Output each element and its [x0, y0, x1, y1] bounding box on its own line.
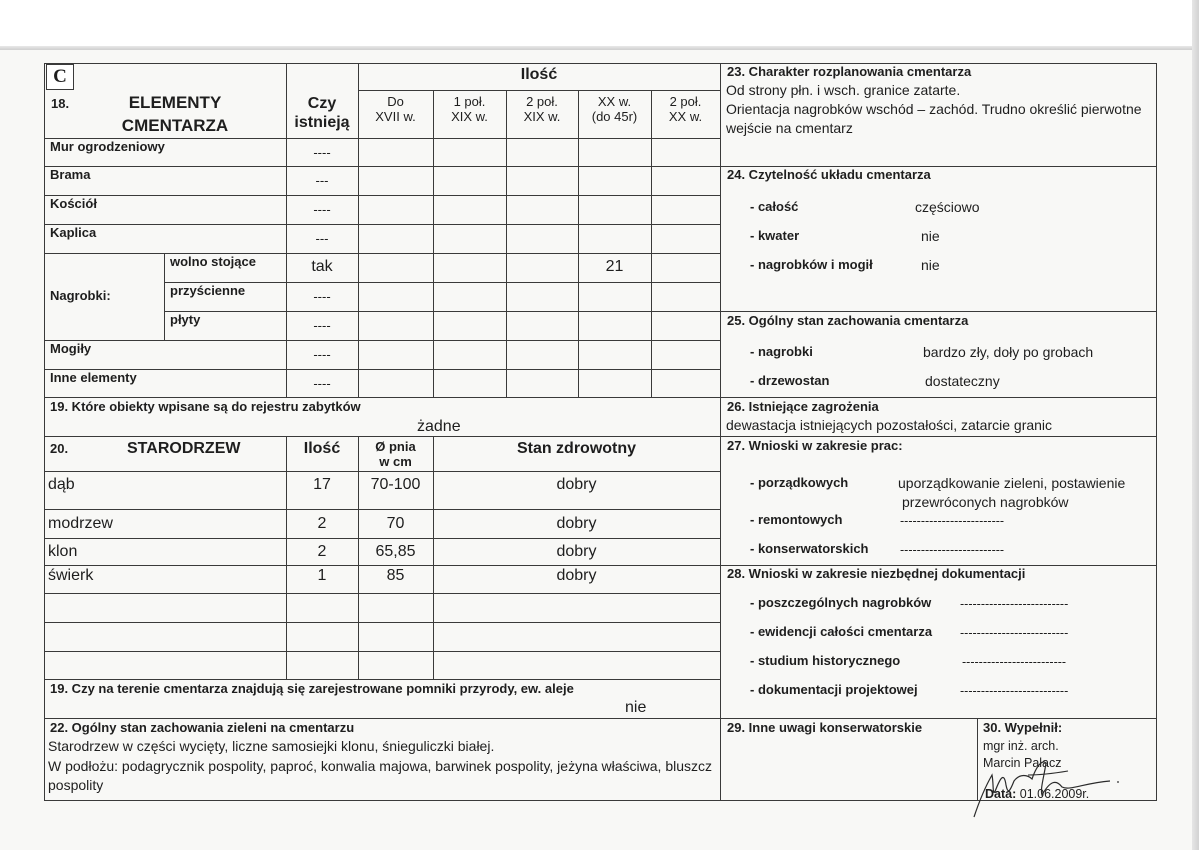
conclusions-conservation-label: - konserwatorskich — [750, 541, 869, 556]
tree-health: dobry — [556, 567, 597, 584]
element-row-label: Mur ogrodzeniowy — [50, 139, 165, 154]
diameter-header-line1: Ø pnia — [375, 439, 416, 454]
element-row-exists: ---- — [313, 145, 331, 160]
old-trees-qty-header: Ilość — [303, 440, 341, 457]
greenery-line2: W podłożu: podagrycznik pospolity, paproć, konwalia majowa, barwinek pospolity, jeżyna właściwa, bluszcz — [48, 758, 713, 774]
conclusions-conservation-value: ------------------------- — [900, 543, 1005, 557]
exists-header-line2: istnieją — [294, 114, 350, 131]
conclusions-title: 27. Wnioski w zakresie prac: — [727, 438, 903, 453]
elements-title-line1: ELEMENTY — [128, 93, 222, 112]
legibility-item-value: nie — [921, 228, 940, 244]
period-header-3-line2: XIX w. — [523, 109, 561, 124]
conclusions-repair-label: - remontowych — [750, 512, 843, 527]
filled-by-line1: mgr inż. arch. — [983, 739, 1059, 753]
layout-char-title: 23. Charakter rozplanowania cmentarza — [727, 64, 972, 79]
filled-by-date-label: Data: — [985, 787, 1017, 801]
health-header: Stan zdrowotny — [516, 440, 637, 457]
period-header-2-line2: XIX w. — [451, 109, 488, 124]
tomb-type-label: przyścienne — [170, 283, 246, 298]
conclusions-repair-value: ------------------------- — [900, 514, 1005, 528]
documentation-item-label: - dokumentacji projektowej — [750, 682, 918, 697]
legibility-item-label: - całość — [750, 199, 799, 214]
legibility-item-label: - nagrobków i mogił — [750, 257, 873, 272]
period-header-1-line2: XVII w. — [375, 109, 416, 124]
tree-health: dobry — [556, 543, 597, 560]
documentation-item-value: -------------------------- — [960, 597, 1069, 611]
filled-by-line2: Marcin Palacz — [983, 756, 1062, 770]
registry-title: 19. Które obiekty wpisane są do rejestru zabytków — [50, 399, 361, 414]
tomb-qty-xx-century: 21 — [605, 258, 624, 275]
tree-health: dobry — [556, 476, 597, 493]
documentation-item-label: - studium historycznego — [750, 653, 901, 668]
tree-diameter: 65,85 — [375, 543, 416, 560]
registry-value: żadne — [417, 418, 461, 435]
condition-item-label: - nagrobki — [750, 344, 813, 359]
element-row-label: Kościół — [50, 196, 97, 211]
tombs-label: Nagrobki: — [50, 288, 111, 303]
legibility-item-label: - kwater — [750, 228, 800, 243]
legibility-item-value: nie — [921, 257, 940, 273]
period-header-4-line1: XX w. — [597, 94, 632, 109]
diameter-header-line2: w cm — [379, 454, 412, 469]
tomb-type-label: wolno stojące — [170, 254, 256, 269]
scan-margin — [0, 0, 1199, 48]
element-row-exists: ---- — [313, 202, 331, 217]
layout-char-line2: Orientacja nagrobków wschód – zachód. Trudno określić pierwotne — [726, 101, 1142, 117]
tree-diameter: 85 — [386, 567, 405, 584]
period-header-5-line2: XX w. — [668, 109, 703, 124]
condition-title: 25. Ogólny stan zachowania cmentarza — [727, 313, 969, 328]
period-header-2-line1: 1 poł. — [453, 94, 486, 109]
greenery-title: 22. Ogólny stan zachowania zieleni na cmentarzu — [50, 720, 355, 735]
threats-title: 26. Istniejące zagrożenia — [727, 399, 879, 414]
condition-item-value: bardzo zły, doły po grobach — [923, 344, 1094, 360]
exists-header-line1: Czy — [307, 95, 337, 112]
element-row-exists: --- — [315, 231, 329, 246]
greenery-line1: Starodrzew w części wycięty, liczne samosiejki klonu, śnieguliczki białej. — [48, 738, 495, 754]
layout-char-line1: Od strony płn. i wsch. granice zatarte. — [726, 82, 961, 98]
tree-qty: 2 — [317, 515, 327, 532]
tree-qty: 2 — [317, 543, 327, 560]
nature-value: nie — [625, 699, 647, 716]
tree-qty: 17 — [313, 476, 331, 493]
handwritten-signature — [970, 745, 1130, 825]
documentation-item-value: -------------------------- — [960, 684, 1069, 698]
period-header-5-line1: 2 poł. — [669, 94, 702, 109]
condition-item-label: - drzewostan — [750, 373, 830, 388]
tomb-type-exists: ---- — [313, 289, 331, 304]
documentation-item-value: ------------------------- — [962, 655, 1067, 669]
tree-name: modrzew — [48, 515, 113, 532]
remarks-title: 29. Inne uwagi konserwatorskie — [727, 720, 923, 735]
period-header-4-line2: (do 45r) — [591, 109, 638, 124]
greenery-line3: pospolity — [48, 777, 104, 793]
tomb-type-exists: ---- — [313, 318, 331, 333]
conclusions-ordering-line1: uporządkowanie zieleni, postawienie — [898, 475, 1126, 491]
tree-name: klon — [48, 543, 78, 560]
layout-char-line3: wejście na cmentarz — [726, 120, 853, 136]
element-row-label: Brama — [50, 167, 91, 182]
old-trees-number: 20. — [50, 441, 69, 456]
tree-diameter: 70-100 — [370, 476, 421, 493]
documentation-item-label: - ewidencji całości cmentarza — [750, 624, 933, 639]
tree-diameter: 70 — [386, 515, 405, 532]
conclusions-ordering-line2: przewróconych nagrobków — [902, 494, 1069, 510]
paper-edge-shadow — [0, 46, 1199, 50]
paper-right-edge — [1192, 0, 1199, 850]
conclusions-ordering-label: - porządkowych — [750, 475, 849, 490]
old-trees-title: STARODRZEW — [127, 440, 241, 457]
tree-health: dobry — [556, 515, 597, 532]
elements-title-line2: CMENTARZA — [121, 116, 229, 135]
tree-qty: 1 — [317, 567, 327, 584]
legibility-item-value: częściowo — [915, 199, 980, 215]
tomb-type-exists: tak — [311, 258, 333, 275]
section-letter-box: C — [46, 64, 74, 90]
period-header-1-line1: Do — [387, 94, 404, 109]
element-row-exists: --- — [315, 173, 329, 188]
filled-by-title: 30. Wypełnił: — [983, 720, 1063, 735]
quantity-header: Ilość — [520, 66, 558, 83]
nature-title: 19. Czy na terenie cmentarza znajdują się zarejestrowane pomniki przyrody, ew. aleje — [50, 681, 574, 696]
period-header-3-line1: 2 poł. — [526, 94, 558, 109]
threats-value: dewastacja istniejących pozostałości, zatarcie granic — [726, 417, 1053, 433]
tomb-type-label: płyty — [170, 312, 201, 327]
element-row-exists: ---- — [313, 376, 331, 391]
element-row-exists: ---- — [313, 347, 331, 362]
filled-by-date-value: 01.06.2009r. — [1019, 787, 1090, 801]
element-row-label: Mogiły — [50, 341, 92, 356]
documentation-item-label: - poszczególnych nagrobków — [750, 595, 932, 610]
element-row-label: Inne elementy — [50, 370, 137, 385]
tree-name: dąb — [48, 476, 75, 493]
documentation-title: 28. Wnioski w zakresie niezbędnej dokumentacji — [727, 566, 1026, 581]
element-row-label: Kaplica — [50, 225, 97, 240]
condition-item-value: dostateczny — [925, 373, 1000, 389]
legibility-title: 24. Czytelność układu cmentarza — [727, 167, 931, 182]
elements-number: 18. — [51, 96, 70, 111]
documentation-item-value: -------------------------- — [960, 626, 1069, 640]
tree-name: świerk — [48, 567, 94, 584]
